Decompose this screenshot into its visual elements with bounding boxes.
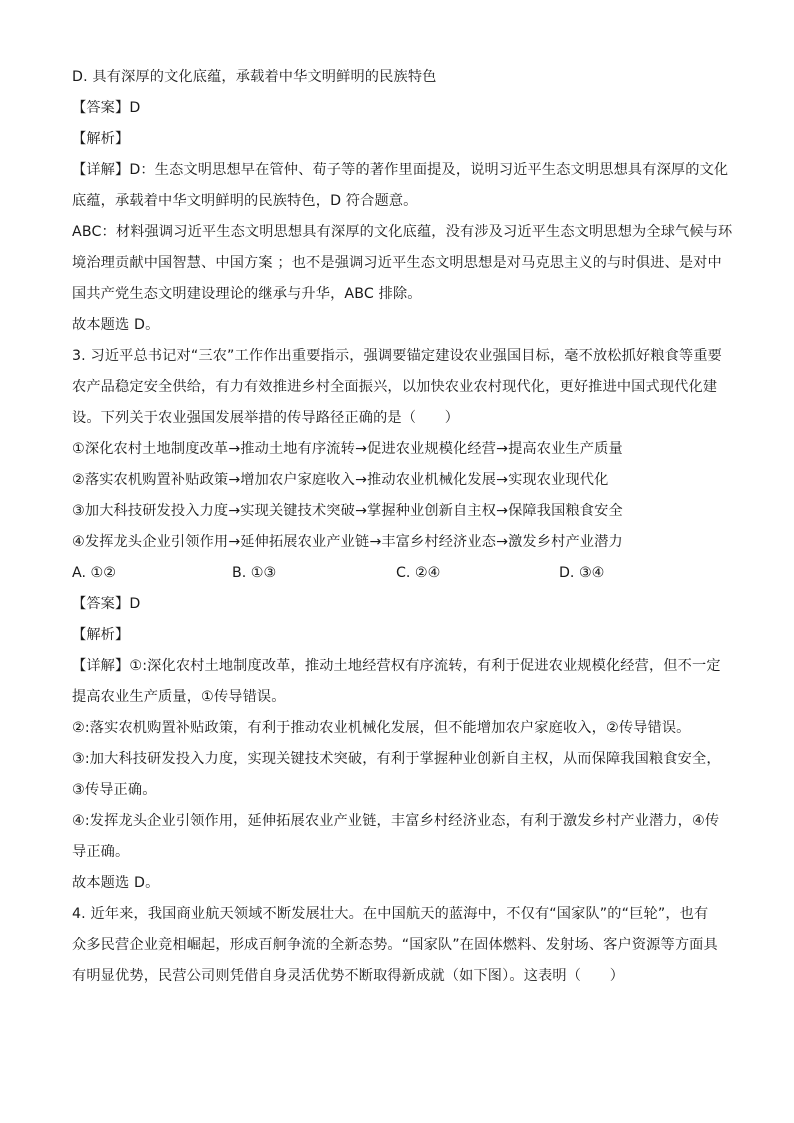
q2-detail-line-2: 底蕴，承载着中华文明鲜明的民族特色，D 符合题意。	[72, 193, 418, 209]
q2-conclusion: 故本题选 D。	[72, 317, 160, 333]
q3-detail-line-1: 【详解】①:深化农村土地制度改革，推动土地经营权有序流转，有利于促进农业规模化经营，但不一定	[72, 658, 721, 674]
q2-option-d: D. 具有深厚的文化底蕴，承载着中华文明鲜明的民族特色	[72, 69, 437, 85]
q3-analysis-heading: 【解析】	[72, 627, 130, 643]
q3-conclusion: 故本题选 D。	[72, 875, 160, 891]
q2-detail-line-4: 境治理贡献中国智慧、中国方案 ；也不是强调习近平生态文明思想是对马克思主义的与时俱进、是对中	[72, 255, 722, 271]
q4-stem-line-1: 4. 近年来，我国商业航天领域不断发展壮大。在中国航天的蓝海中，不仅有“国家队”的“巨轮”，也有	[72, 906, 709, 922]
q3-stem-line-2: 农产品稳定安全供给，有力有效推进乡村全面振兴，以加快农业农村现代化，更好推进中国式现代化建	[72, 379, 718, 395]
q3-detail-line-2: 提高农业生产质量，①传导错误。	[72, 689, 286, 705]
q3-detail-line-6: ④:发挥龙头企业引领作用，延伸拓展农业产业链，丰富乡村经济业态，有利于激发乡村产业潜力，④传	[72, 813, 720, 829]
q2-analysis-heading: 【解析】	[72, 131, 130, 147]
q3-item-4: ④发挥龙头企业引领作用→延伸拓展农业产业链→丰富乡村经济业态→激发乡村产业潜力	[72, 534, 623, 550]
q3-item-1: ①深化农村土地制度改革→推动土地有序流转→促进农业规模化经营→提高农业生产质量	[72, 441, 623, 457]
q3-option-b: B. ①③	[232, 565, 277, 581]
q4-stem-line-2: 众多民营企业竞相崛起，形成百舸争流的全新态势。“国家队”在固体燃料、发射场、客户资源等方面具	[72, 937, 718, 953]
q3-item-2: ②落实农机购置补贴政策→增加农户家庭收入→推动农业机械化发展→实现农业现代化	[72, 472, 609, 488]
q3-detail-line-5: ③传导正确。	[72, 782, 157, 798]
q3-options	[72, 558, 732, 589]
q3-detail-line-3: ②:落实农机购置补贴政策，有利于推动农业机械化发展，但不能增加农户家庭收入，②传导错误。	[72, 720, 691, 736]
q3-stem-line-3: 设。下列关于农业强国发展举措的传导路径正确的是（ ）	[72, 410, 460, 426]
q3-detail-line-4: ③:加大科技研发投入力度，实现关键技术突破，有利于掌握种业创新自主权，从而保障我国粮食安全，	[72, 751, 721, 767]
q3-detail-line-7: 导正确。	[72, 844, 130, 860]
q2-detail-line-3: ABC：材料强调习近平生态文明思想具有深厚的文化底蕴，没有涉及习近平生态文明思想为全球气候与环	[72, 224, 733, 240]
q2-detail-line-1: 【详解】D：生态文明思想早在管仲、荀子等的著作里面提及，说明习近平生态文明思想具有深厚的文化	[72, 162, 729, 178]
q3-item-3: ③加大科技研发投入力度→实现关键技术突破→掌握种业创新自主权→保障我国粮食安全	[72, 503, 623, 519]
document-page	[72, 62, 732, 992]
q3-option-d: D. ③④	[559, 565, 605, 581]
q3-stem-line-1: 3. 习近平总书记对“三农”工作作出重要指示，强调要锚定建设农业强国目标，毫不放松抓好粮食等重要	[72, 348, 723, 364]
q2-detail-line-5: 国共产党生态文明建设理论的继承与升华，ABC 排除。	[72, 286, 422, 302]
q2-answer: 【答案】D	[72, 100, 141, 116]
q4-stem-line-3: 有明显优势，民营公司则凭借自身灵活优势不断取得新成就（如下图）。这表明（ ）	[72, 968, 625, 984]
q3-option-c: C. ②④	[396, 565, 441, 581]
q3-answer: 【答案】D	[72, 596, 141, 612]
q3-option-a: A. ①②	[72, 565, 116, 581]
